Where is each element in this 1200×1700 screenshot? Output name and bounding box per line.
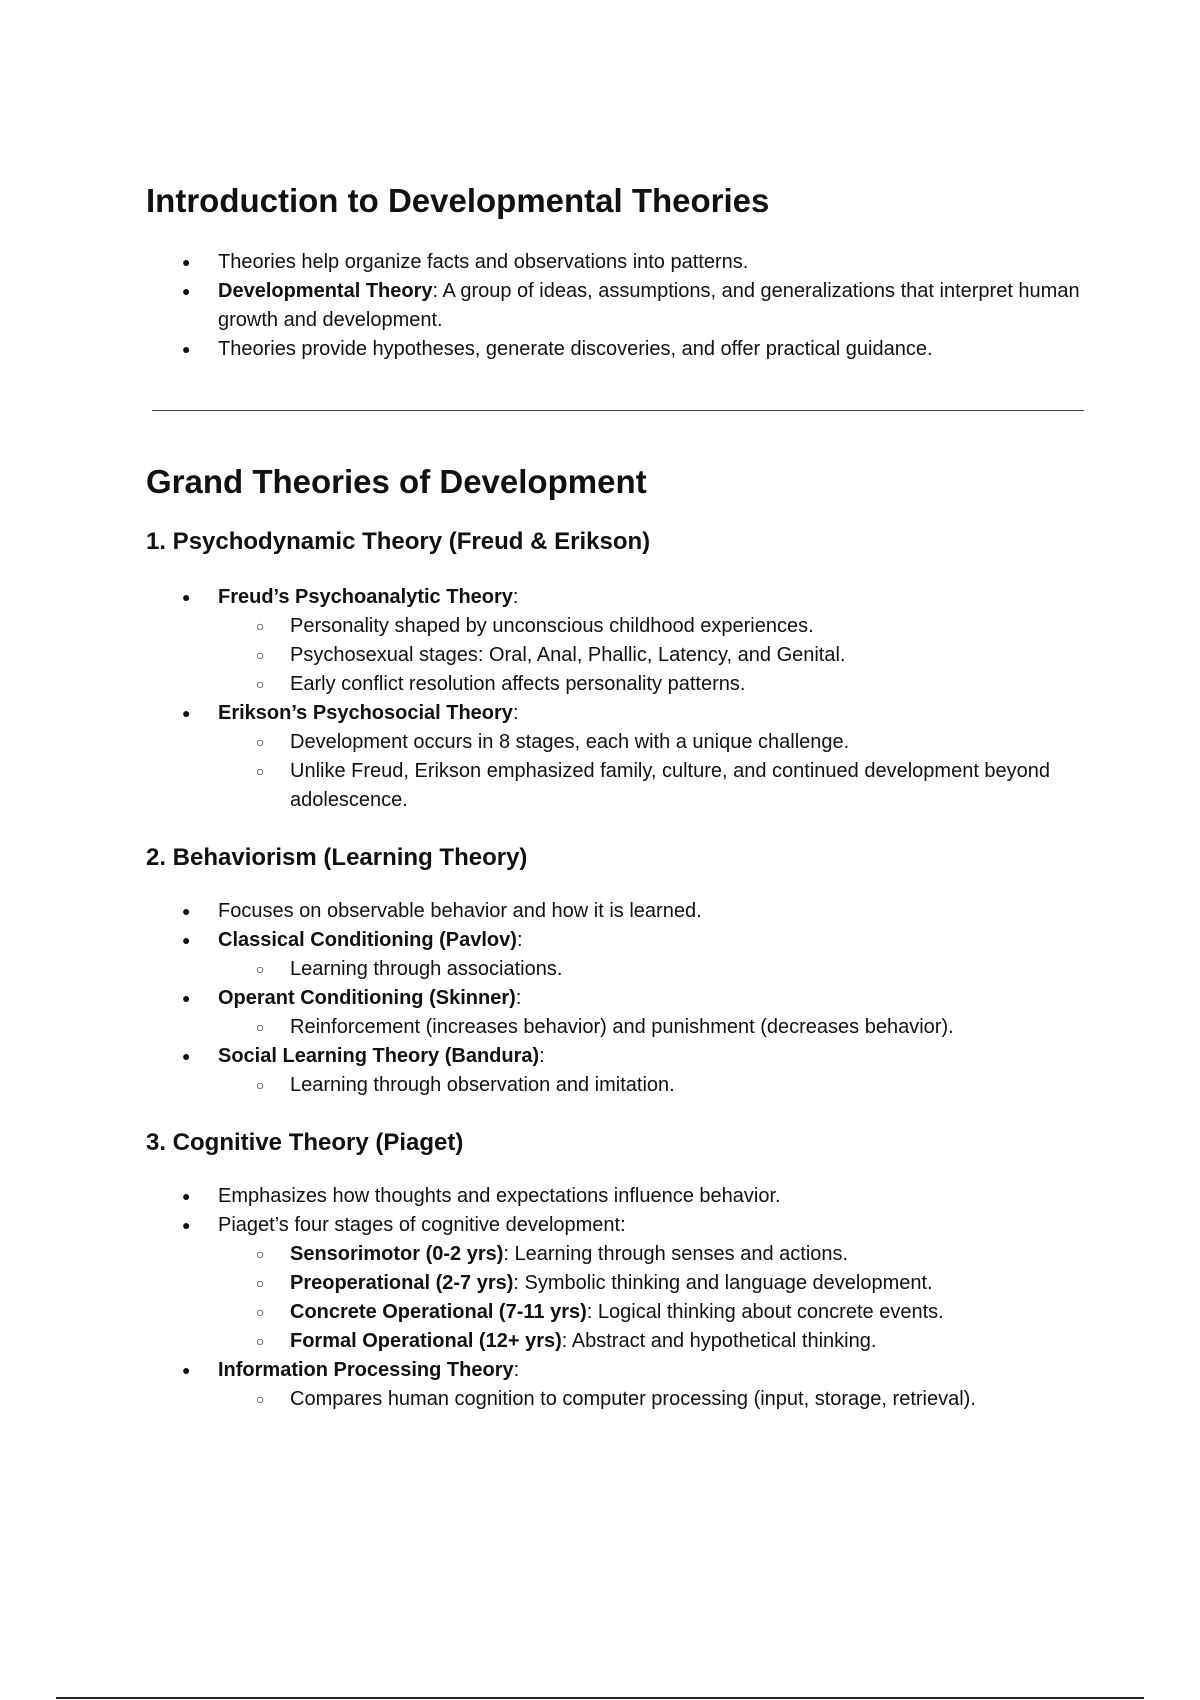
sub-list-item-text: Psychosexual stages: Oral, Anal, Phallic, Latency, and Genital. <box>290 644 846 666</box>
colon: : <box>513 1359 520 1381</box>
sub-bullet-icon: ○ <box>256 1304 265 1320</box>
list-item <box>146 984 1086 1042</box>
sub-list-item <box>218 1240 1086 1269</box>
bullet-icon: ● <box>182 589 191 605</box>
sub-bullet-icon: ○ <box>256 961 265 977</box>
sub-list-item <box>218 1269 1086 1298</box>
colon: : <box>516 929 523 951</box>
list-item <box>146 583 1086 699</box>
bullet-icon: ● <box>182 990 191 1006</box>
behaviorism-list <box>146 897 1086 1100</box>
sub-bullet-icon: ○ <box>256 1275 265 1291</box>
list-item-text: Emphasizes how thoughts and expectations influence behavior. <box>218 1185 781 1207</box>
sub-bullet-icon: ○ <box>256 1019 265 1035</box>
bullet-icon: ● <box>182 1217 191 1233</box>
sub-bullet-icon: ○ <box>256 763 265 779</box>
sub-list-item-text: Personality shaped by unconscious childhood experiences. <box>290 615 814 637</box>
colon: : <box>512 586 519 608</box>
sub-bullet-icon: ○ <box>256 1391 265 1407</box>
term-label: Preoperational (2-7 yrs) <box>290 1272 514 1294</box>
social-sublist <box>218 1071 1086 1100</box>
sub-list-item-text: : Learning through senses and actions. <box>503 1243 849 1265</box>
list-item <box>146 1182 1086 1211</box>
sub-list-item-text: Compares human cognition to computer processing (input, storage, retrieval). <box>290 1388 976 1410</box>
bullet-icon: ● <box>182 903 191 919</box>
sub-list-item <box>218 1071 1086 1100</box>
intro-title: Introduction to Developmental Theories <box>146 182 770 219</box>
list-item-text: Focuses on observable behavior and how it is learned. <box>218 900 702 922</box>
page-bottom-divider <box>56 1697 1144 1699</box>
sub-bullet-icon: ○ <box>256 676 265 692</box>
sub-list-item <box>218 1385 1086 1414</box>
sub-list-item-text: : Logical thinking about concrete events. <box>586 1301 944 1323</box>
cognitive-heading: 3. Cognitive Theory (Piaget) <box>146 1129 464 1156</box>
list-item-text: : A group of ideas, assumptions, and generalizations that interpret human growth and development. <box>218 280 1080 331</box>
sub-list-item <box>218 641 1086 670</box>
sub-list-item <box>218 1013 1086 1042</box>
term-label: Sensorimotor (0-2 yrs) <box>290 1243 504 1265</box>
bullet-icon: ● <box>182 705 191 721</box>
freud-sublist <box>218 612 1086 699</box>
operant-sublist <box>218 1013 1086 1042</box>
document-content <box>146 178 1086 1414</box>
psychodynamic-heading: 1. Psychodynamic Theory (Freud & Erikson) <box>146 528 651 555</box>
term-label: Formal Operational (12+ yrs) <box>290 1330 562 1352</box>
info-sublist <box>218 1385 1086 1414</box>
sub-list-item-text: : Symbolic thinking and language development. <box>513 1272 933 1294</box>
cognitive-list <box>146 1182 1086 1414</box>
classical-sublist <box>218 955 1086 984</box>
sub-list-item-text: Learning through associations. <box>290 958 563 980</box>
term-label: Social Learning Theory (Bandura) <box>218 1045 540 1067</box>
list-item <box>146 248 1086 277</box>
list-item-text: Theories provide hypotheses, generate discoveries, and offer practical guidance. <box>218 338 933 360</box>
erikson-sublist <box>218 728 1086 815</box>
bullet-icon: ● <box>182 932 191 948</box>
term-label: Classical Conditioning (Pavlov) <box>218 929 517 951</box>
section-divider <box>152 410 1084 411</box>
grand-title: Grand Theories of Development <box>146 463 647 500</box>
term-label: Operant Conditioning (Skinner) <box>218 987 516 1009</box>
term-label: Developmental Theory <box>218 280 433 302</box>
sub-list-item <box>218 1327 1086 1356</box>
bullet-icon: ● <box>182 254 191 270</box>
bullet-icon: ● <box>182 1048 191 1064</box>
list-item <box>146 699 1086 815</box>
sub-bullet-icon: ○ <box>256 1077 265 1093</box>
sub-list-item-text: Learning through observation and imitation. <box>290 1074 675 1096</box>
colon: : <box>515 987 522 1009</box>
list-item <box>146 1356 1086 1414</box>
sub-bullet-icon: ○ <box>256 1333 265 1349</box>
sub-bullet-icon: ○ <box>256 1246 265 1262</box>
colon: : <box>512 702 519 724</box>
list-item-text: Piaget’s four stages of cognitive development: <box>218 1214 626 1236</box>
sub-list-item <box>218 728 1086 757</box>
bullet-icon: ● <box>182 1362 191 1378</box>
list-item <box>146 277 1086 335</box>
term-label: Information Processing Theory <box>218 1359 514 1381</box>
sub-list-item <box>218 757 1086 815</box>
sub-list-item-text: Unlike Freud, Erikson emphasized family, culture, and continued development beyond adolescence. <box>290 760 1051 811</box>
term-label: Concrete Operational (7-11 yrs) <box>290 1301 587 1323</box>
sub-list-item <box>218 1298 1086 1327</box>
bullet-icon: ● <box>182 283 191 299</box>
list-item <box>146 926 1086 984</box>
sub-list-item-text: Reinforcement (increases behavior) and punishment (decreases behavior). <box>290 1016 954 1038</box>
sub-bullet-icon: ○ <box>256 647 265 663</box>
sub-list-item-text: : Abstract and hypothetical thinking. <box>561 1330 877 1352</box>
list-item <box>146 335 1086 364</box>
intro-list <box>146 248 1086 364</box>
sub-list-item <box>218 670 1086 699</box>
sub-list-item <box>218 955 1086 984</box>
list-item <box>146 1211 1086 1356</box>
bullet-icon: ● <box>182 341 191 357</box>
sub-list-item <box>218 612 1086 641</box>
sub-bullet-icon: ○ <box>256 734 265 750</box>
sub-list-item-text: Early conflict resolution affects personality patterns. <box>290 673 746 695</box>
bullet-icon: ● <box>182 1188 191 1204</box>
behaviorism-heading: 2. Behaviorism (Learning Theory) <box>146 844 528 871</box>
sub-bullet-icon: ○ <box>256 618 265 634</box>
list-item <box>146 897 1086 926</box>
list-item <box>146 1042 1086 1100</box>
psychodynamic-list <box>146 583 1086 815</box>
sub-list-item-text: Development occurs in 8 stages, each with a unique challenge. <box>290 731 850 753</box>
colon: : <box>539 1045 545 1067</box>
term-label: Erikson’s Psychosocial Theory <box>218 702 513 724</box>
list-item-text: Theories help organize facts and observations into patterns. <box>218 251 749 273</box>
stages-sublist <box>218 1240 1086 1356</box>
term-label: Freud’s Psychoanalytic Theory <box>218 586 513 608</box>
